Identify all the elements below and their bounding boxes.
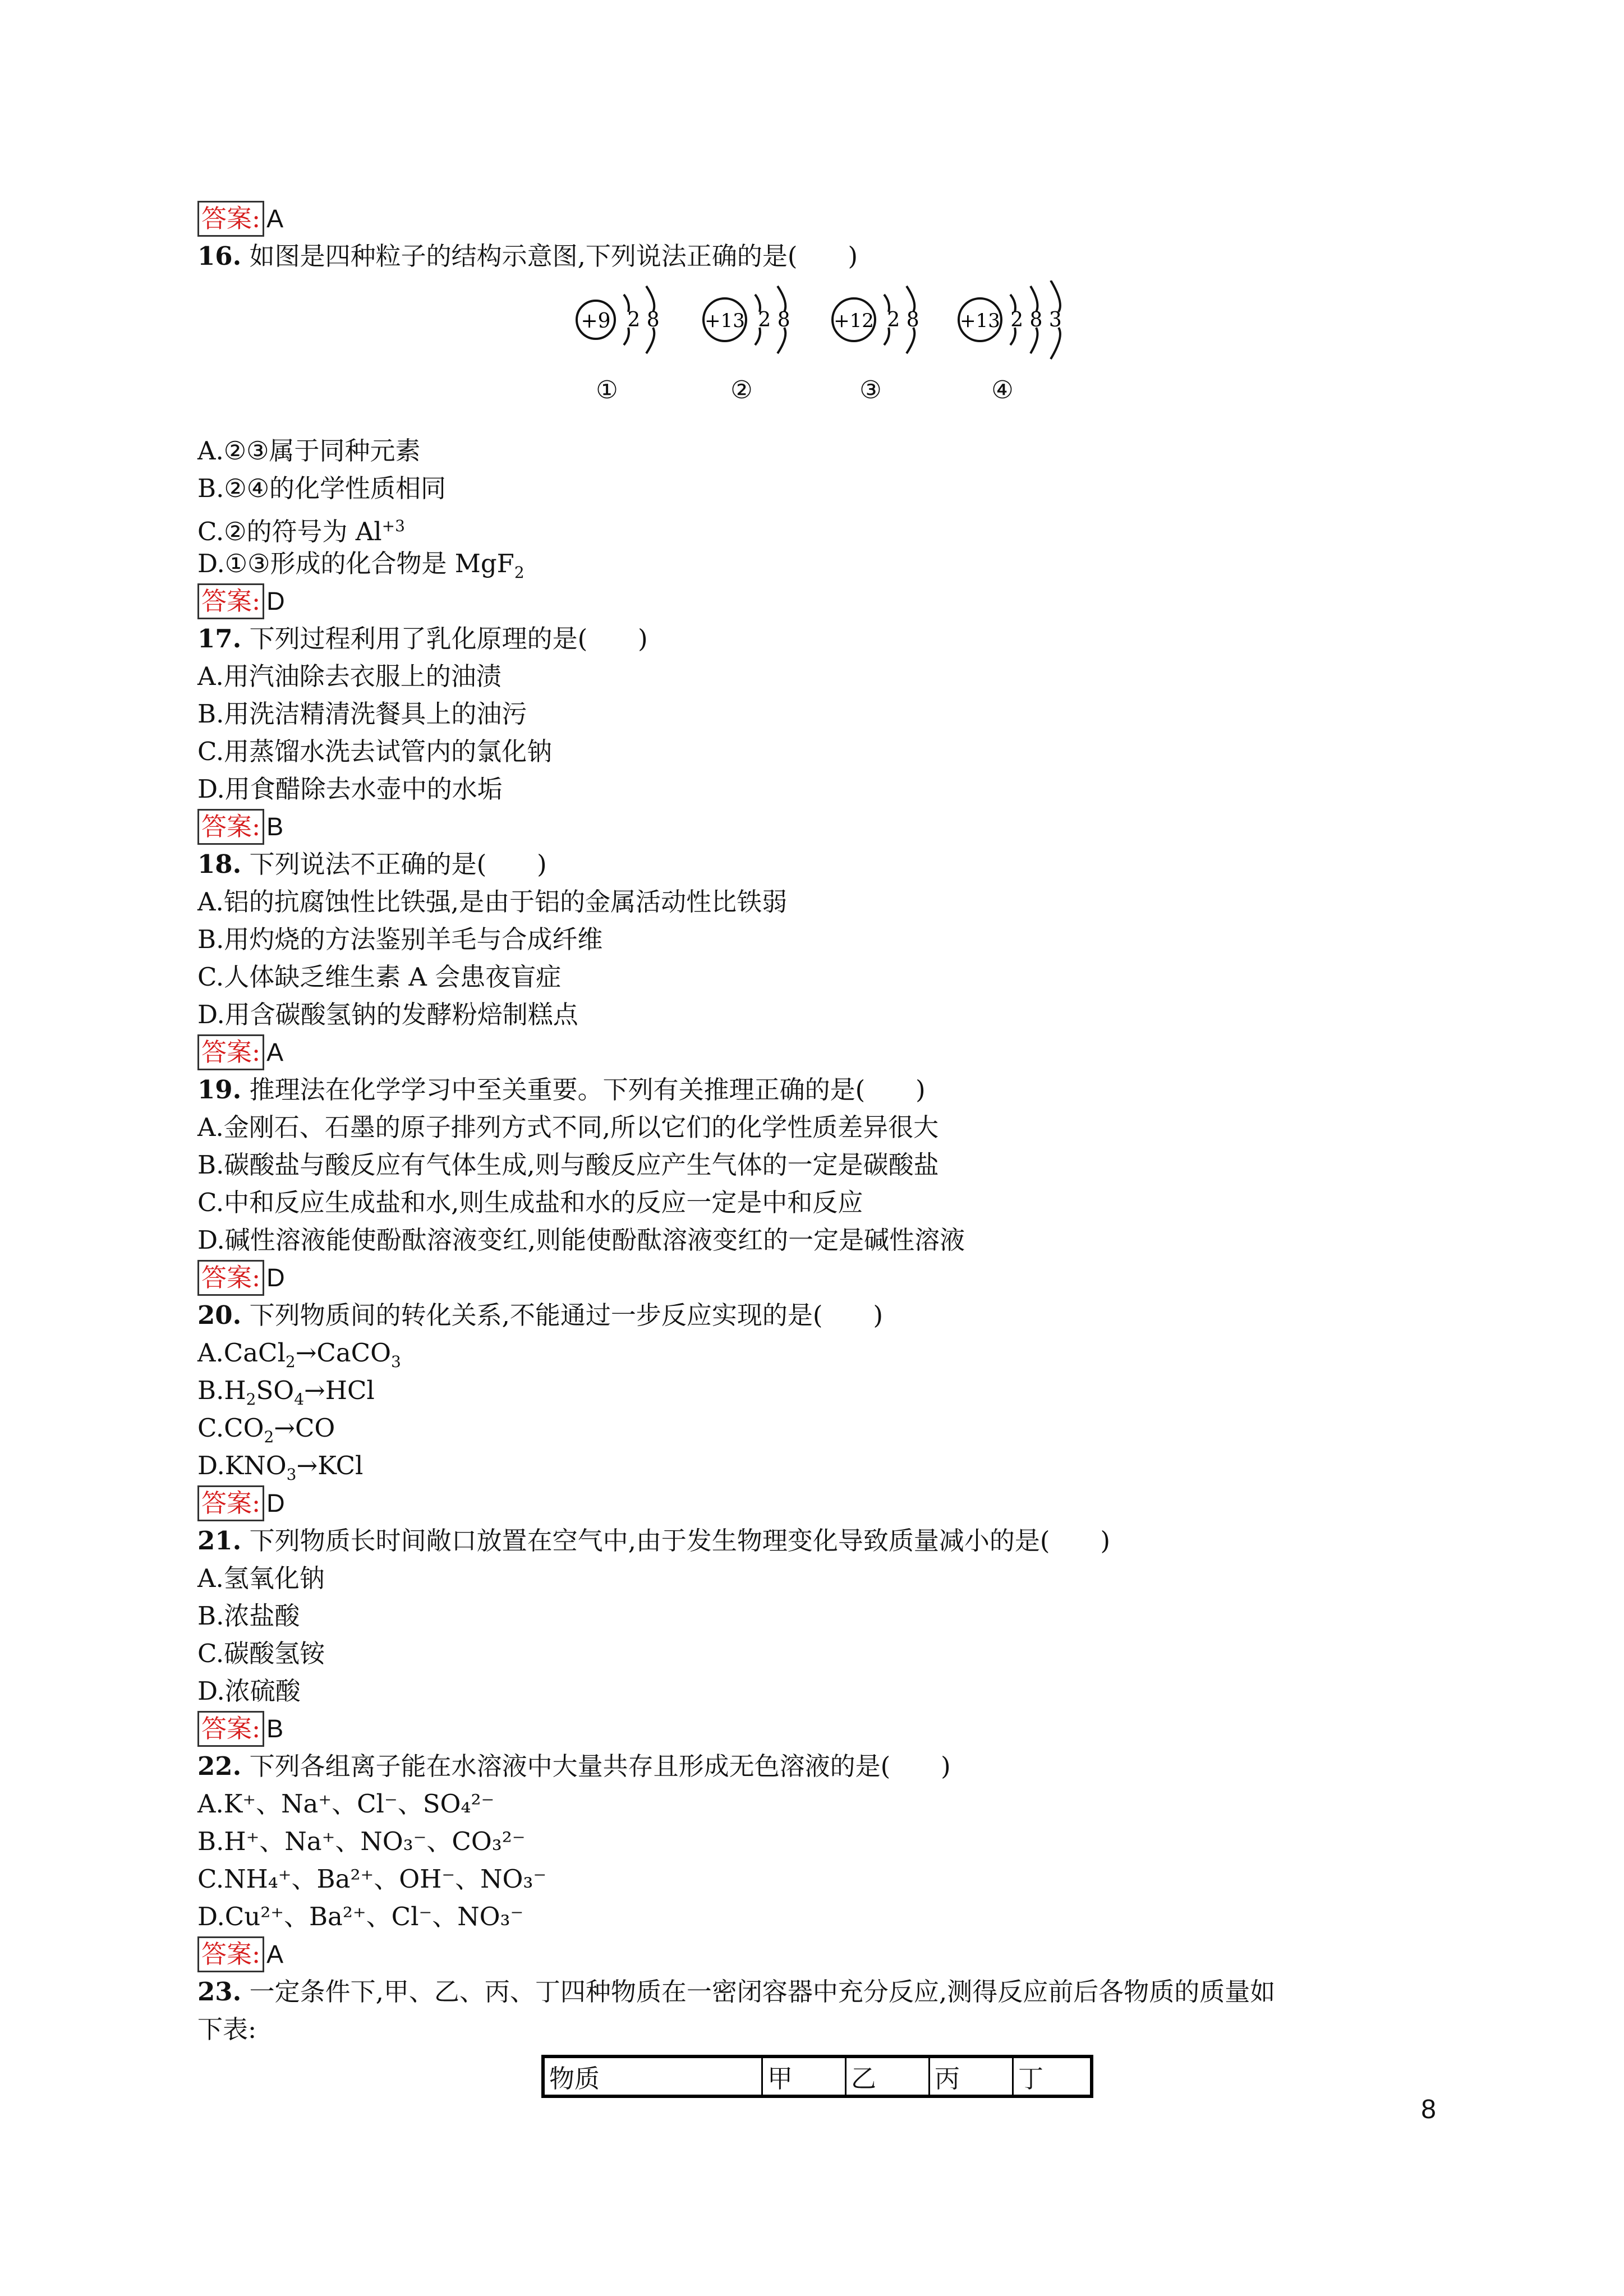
option-d: D.用食醋除去水壶中的水垢 — [197, 774, 503, 804]
option-c: C.②的符号为 $Al^{+3}$ — [197, 517, 405, 546]
atom-diagram-3 — [826, 280, 938, 370]
atom-label-3: ③ — [859, 376, 882, 404]
atom-label-1: ① — [596, 376, 618, 404]
svg-text:+13: +13 — [960, 310, 1000, 332]
option-b: B.浓盐酸 — [197, 1601, 300, 1631]
table-row — [543, 2056, 1092, 2096]
option-c: C.人体缺乏维生素 A 会患夜盲症 — [197, 962, 562, 992]
question-23-stem-cont: 下表: — [197, 2014, 257, 2044]
question-text: 如图是四种粒子的结构示意图,下列说法正确的是( ) — [241, 241, 858, 271]
question-20-stem: 20. 下列物质间的转化关系,不能通过一步反应实现的是( ) — [197, 1300, 884, 1330]
atomic-structure-diagram — [197, 275, 1454, 432]
question-17-stem: 17. 下列过程利用了乳化原理的是( ) — [197, 624, 648, 654]
option-b: B.用灼烧的方法鉴别羊毛与合成纤维 — [197, 924, 603, 954]
option-a: A.用汽油除去衣服上的油渍 — [197, 661, 502, 691]
option-a: A.②③属于同种元素 — [197, 436, 421, 466]
table-header-cell: 乙 — [846, 2056, 930, 2096]
question-22-stem: 22. 下列各组离子能在水溶液中大量共存且形成无色溶液的是( ) — [197, 1751, 951, 1781]
option-d: D.①③形成的化合物是 MgF$_2$ — [197, 549, 525, 582]
option-b: B.H⁺、Na⁺、NO₃⁻、CO₃²⁻ — [197, 1826, 526, 1856]
option-a: A.CaCl$_2$→CaCO$_3$ — [197, 1338, 401, 1371]
answer-line — [197, 582, 1454, 620]
answer-line: 答案: D — [197, 1484, 1454, 1522]
option-b: B.用洗洁精清洗餐具上的油污 — [197, 699, 527, 729]
table-header-cell: 甲 — [762, 2056, 846, 2096]
table-header-cell: 丁 — [1013, 2056, 1092, 2096]
svg-text:2 8: 2 8 — [887, 309, 919, 332]
svg-text:+12: +12 — [834, 310, 874, 332]
mass-table — [541, 2055, 1093, 2098]
atom-label-2: ② — [730, 376, 753, 404]
answer-value: A — [266, 204, 284, 233]
table-wrapper — [197, 2048, 1454, 2099]
option-b: B.碳酸盐与酸反应有气体生成,则与酸反应产生气体的一定是碳酸盐 — [197, 1150, 939, 1180]
nucleus-charge: +9 — [581, 310, 611, 333]
option-c: C.中和反应生成盐和水,则生成盐和水的反应一定是中和反应 — [197, 1188, 863, 1217]
question-18-stem: 18. 下列说法不正确的是( ) — [197, 849, 547, 879]
option-c: C.NH₄⁺、Ba²⁺、OH⁻、NO₃⁻ — [197, 1864, 547, 1894]
answer-line: 答案: B — [197, 1710, 1454, 1747]
atom-diagram-1 — [568, 280, 680, 370]
atom-label-4: ④ — [991, 376, 1014, 404]
option-d: $D.KNO_3\to KCl$ — [197, 1451, 364, 1484]
answer-line: 答案: B — [197, 808, 1454, 845]
svg-text:+13: +13 — [705, 310, 745, 332]
option-d: D.浓硫酸 — [197, 1676, 301, 1706]
page-number: 8 — [1421, 2095, 1436, 2124]
question-19-stem: 19. 推理法在化学学习中至关重要。下列有关推理正确的是( ) — [197, 1075, 926, 1105]
option-a: A.K⁺、Na⁺、Cl⁻、SO₄²⁻ — [197, 1789, 495, 1819]
option-c: C.用蒸馏水洗去试管内的氯化钠 — [197, 737, 553, 766]
answer-line: 答案: D — [197, 1259, 1454, 1296]
atom-diagram-2 — [697, 280, 809, 370]
question-16-stem — [197, 237, 1454, 275]
answer-line: 答案: A — [197, 1935, 1454, 1973]
option-a: A.金刚石、石墨的原子排列方式不同,所以它们的化学性质差异很大 — [197, 1112, 939, 1142]
answer-line — [197, 200, 1454, 237]
page-content — [197, 200, 1454, 2099]
table-header-cell: 丙 — [930, 2056, 1013, 2096]
option-b: $B.H_2SO_4\to HCl$ — [197, 1375, 375, 1409]
question-23-stem: 23. 一定条件下,甲、乙、丙、丁四种物质在一密闭容器中充分反应,测得反应前后各物质的质量如 — [197, 1977, 1276, 2007]
question-21-stem: 21. 下列物质长时间敞口放置在空气中,由于发生物理变化导致质量减小的是( ) — [197, 1526, 1111, 1556]
option-b: B.②④的化学性质相同 — [197, 473, 447, 503]
answer-line: 答案: A — [197, 1033, 1454, 1071]
option-d: D.用含碳酸氢钠的发酵粉焙制糕点 — [197, 1000, 578, 1029]
option-c: $C.CO_2\to CO$ — [197, 1413, 335, 1446]
svg-text:2 8: 2 8 — [758, 309, 790, 332]
option-d: D.碱性溶液能使酚酞溶液变红,则能使酚酞溶液变红的一定是碱性溶液 — [197, 1225, 965, 1255]
svg-text:2 8 3: 2 8 3 — [1010, 309, 1062, 332]
answer-tag: 答案: — [197, 201, 264, 237]
option-a: A.氢氧化钠 — [197, 1563, 325, 1593]
option-c: C.碳酸氢铵 — [197, 1639, 325, 1668]
answer-tag: 答案: — [197, 583, 264, 619]
question-number: 16. — [197, 241, 242, 271]
option-a: A.铝的抗腐蚀性比铁强,是由于铝的金属活动性比铁弱 — [197, 887, 788, 917]
table-header-cell: 物质 — [543, 2056, 762, 2096]
option-d: D.Cu²⁺、Ba²⁺、Cl⁻、NO₃⁻ — [197, 1902, 524, 1931]
shell-electrons: 2 8 — [627, 309, 660, 332]
answer-value: D — [266, 587, 285, 615]
atom-diagram-4 — [952, 280, 1087, 370]
